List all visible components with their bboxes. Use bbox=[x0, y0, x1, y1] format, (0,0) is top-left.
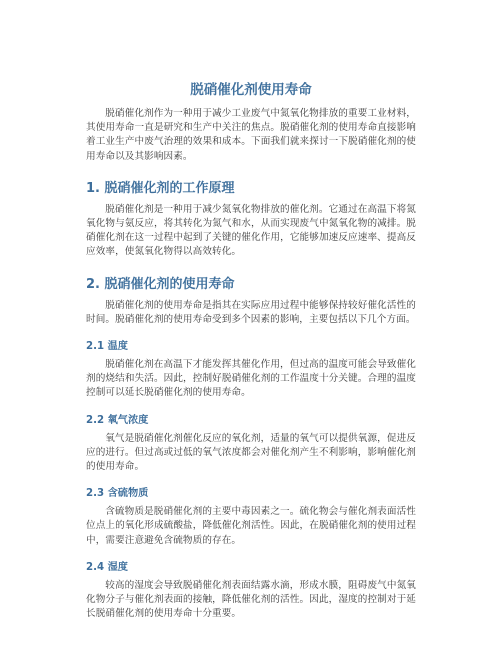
section-2-paragraph: 脱硝催化剂的使用寿命是指其在实际应用过程中能够保持较好催化活性的时间。脱硝催化剂的使用寿命受到多个因素的影响，主要包括以下几个方面。 bbox=[86, 299, 416, 325]
section-heading-1: 1. 脱硝催化剂的工作原理 bbox=[86, 180, 235, 196]
subsection-2-3-paragraph: 含硫物质是脱硝催化剂的主要中毒因素之一。硫化物会与催化剂表面活性位点上的氧化形成硫酸盐，降低催化剂活性。因此，在脱硝催化剂的使用过程中，需要注意避免含硫物质的存在。 bbox=[86, 506, 416, 546]
subsection-heading-2-3: 2.3 含硫物质 bbox=[86, 488, 149, 500]
subsection-2-2-paragraph: 氧气是脱硝催化剂催化反应的氧化剂，适量的氧气可以提供氧源，促进反应的进行。但过高或过低的氧气浓度都会对催化剂产生不利影响，影响催化剂的使用寿命。 bbox=[86, 432, 416, 473]
subsection-2-4-paragraph: 较高的湿度会导致脱硝催化剂表面结露水滴，形成水膜，阻碍废气中氮氧化物分子与催化剂表面的接触，降低催化剂的活性。因此，湿度的控制对于延长脱硝催化剂的使用寿命十分重要。 bbox=[86, 579, 416, 620]
subsection-2-1-paragraph: 脱硝催化剂在高温下才能发挥其催化作用，但过高的温度可能会导致催化剂的烧结和失活。因此，控制好脱硝催化剂的工作温度十分关键。合理的温度控制可以延长脱硝催化剂的使用寿命。 bbox=[86, 359, 416, 399]
subsection-heading-2-1: 2.1 温度 bbox=[86, 341, 128, 353]
section-1-paragraph: 脱硝催化剂是一种用于减少氮氧化物排放的催化剂。它通过在高温下将氮氧化物与氨反应，将其转化为氮气和水，从而实现废气中氮氧化物的减排。脱硝催化剂在这一过程中起到了关键的催化作用，它能够加速反应速率、提高反应效率，使氮氧化物得以高效转化。 bbox=[86, 203, 416, 258]
section-heading-2: 2. 脱硝催化剂的使用寿命 bbox=[86, 276, 235, 292]
subsection-heading-2-4: 2.4 湿度 bbox=[86, 561, 128, 573]
document-title: 脱硝催化剂使用寿命 bbox=[190, 82, 312, 98]
intro-paragraph: 脱硝催化剂作为一种用于减少工业废气中氮氧化物排放的重要工业材料，其使用寿命一直是研究和生产中关注的焦点。脱硝催化剂的使用寿命直接影响着工业生产中废气治理的效果和成本。下面我们就来探讨一下脱硝催化剂的使用寿命以及其影响因素。 bbox=[86, 108, 416, 162]
subsection-heading-2-2: 2.2 氧气浓度 bbox=[86, 414, 149, 426]
